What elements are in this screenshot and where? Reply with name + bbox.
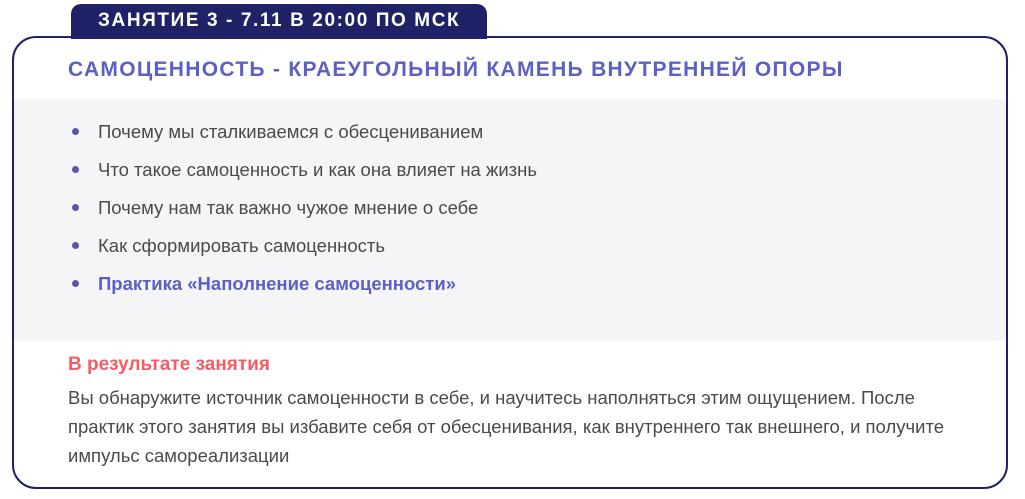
result-body: Вы обнаружите источник самоценности в себе, и научитесь наполняться этим ощущением. После практик этого занятия вы избавите себя от обесценивания, как внутреннего так внешнего, и получите импульс самореализации xyxy=(68,387,945,466)
topic-item: Как сформировать самоценность xyxy=(98,235,952,257)
topic-item: Почему нам так важно чужое мнение о себе xyxy=(98,197,952,219)
lesson-badge: ЗАНЯТИЕ 3 - 7.11 В 20:00 ПО МСК xyxy=(71,4,487,39)
result-section xyxy=(14,341,1006,470)
topic-item: Почему мы сталкиваемся с обесцениванием xyxy=(98,121,952,143)
lesson-title: САМОЦЕННОСТЬ - КРАЕУГОЛЬНЫЙ КАМЕНЬ ВНУТРЕННЕЙ ОПОРЫ xyxy=(68,58,844,81)
topics-list xyxy=(68,121,952,295)
lesson-card xyxy=(12,36,1008,489)
topics-section xyxy=(14,99,1006,341)
topic-item: Что такое самоценность и как она влияет на жизнь xyxy=(98,159,952,181)
topic-item: Практика «Наполнение самоценности» xyxy=(98,273,952,295)
result-heading: В результате занятия xyxy=(68,354,270,375)
